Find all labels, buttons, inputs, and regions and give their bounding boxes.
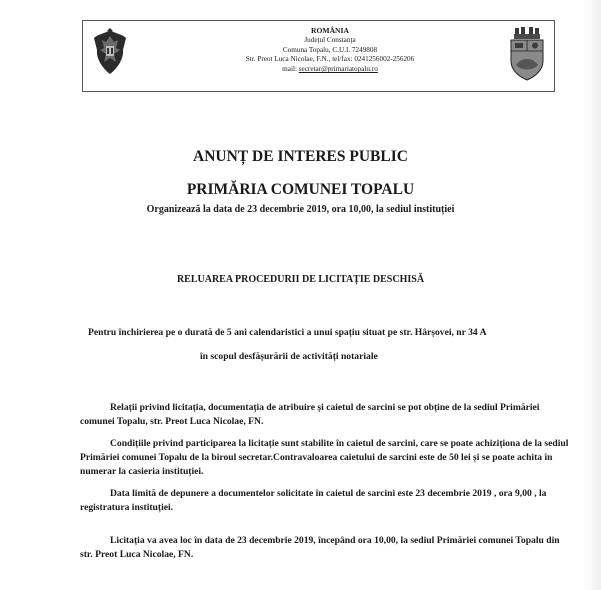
scan-edge-shadow xyxy=(583,0,601,590)
letterhead-commune: Comuna Topalu, C.U.I. 7249808 xyxy=(282,45,378,54)
letterhead-mail-line xyxy=(200,65,460,75)
letterhead-address: Str. Preot Luca Nicolae, F.N., tel/fax: 0241256002-256206 xyxy=(245,55,415,64)
intro-line-1: Pentru închirierea pe o durată de 5 ani calendaristici a unui spațiu situat pe str. Hârșovei, nr 34 A xyxy=(88,327,487,338)
paragraph-deadline: Data limită de depunere a documentelor solicitate în caietul de sarcini este 23 decembrie 2019 , ora 9,00 , la registratura instituției. xyxy=(80,488,547,514)
paragraph-conditions: Condițiile privind participarea la licitație sunt stabilite în caietul de sarcini, care se poate achiziționa de la sediul Primăriei comunei Topalu de la biroul secretar.Contravaloarea caietului de sarcini este de 50 lei și se poate achita în numerar la casieria instituției. xyxy=(80,438,569,478)
paragraph-info: Relații privind licitația, documentația de atribuire și caietul de sarcini se pot obține de la sediul Primăriei comunei Topalu, str. Preot Luca Nicolae, FN. xyxy=(80,402,540,428)
organizes-line: Organizează la data de 23 decembrie 2019, ora 10,00, la sediul instituției xyxy=(146,204,455,215)
institution-title: PRIMĂRIA COMUNEI TOPALU xyxy=(186,181,415,198)
mail-link[interactable]: secretar@primariatopalu.ro xyxy=(298,65,378,74)
mail-label: mail: xyxy=(282,65,297,74)
section-title: RELUAREA PROCEDURII DE LICITAȚIE DESCHISĂ xyxy=(176,274,425,285)
letterhead-contact xyxy=(200,26,460,75)
intro-line-2: în scopul desfășurării de activități notariale xyxy=(200,351,378,362)
topalu-coat-of-arms-icon xyxy=(508,27,546,81)
romania-coat-of-arms-icon xyxy=(92,28,128,76)
letterhead-country: ROMÂNIA xyxy=(311,26,349,35)
announcement-title: ANUNȚ DE INTERES PUBLIC xyxy=(193,148,408,165)
paragraph-auction-date: Licitația va avea loc în data de 23 decembrie 2019, începând ora 10,00, la sediul Primăriei comunei Topalu din str. Preot Luca Nicolae, FN. xyxy=(80,535,560,561)
letterhead-county: Județul Constanța xyxy=(304,35,356,44)
